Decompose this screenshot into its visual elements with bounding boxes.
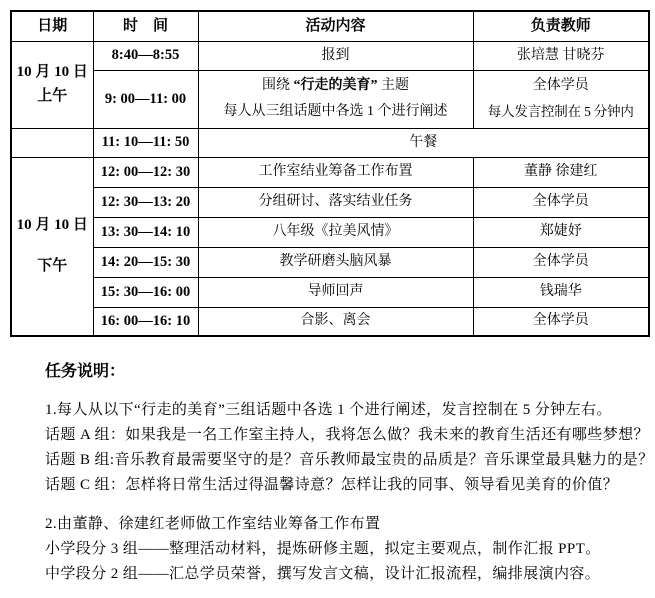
date-cell-afternoon [11, 157, 93, 336]
table-row [11, 217, 649, 247]
time-cell: 16: 00—16: 10 [93, 307, 198, 336]
notes-line: 1.每人从以下“行走的美育”三组话题中各选 1 个进行阐述，发言控制在 5 分钟左右。 [45, 402, 612, 418]
notes-line-primary-group: 小学段分 3 组——整理活动材料，提炼研修主题，拟定主要观点，制作汇报 PPT。 [45, 541, 601, 557]
notes-paragraph-2 [45, 512, 645, 587]
activity-line-1 [201, 73, 471, 99]
activity-cell: 报到 [198, 41, 473, 70]
activity-text: 主题 [377, 78, 409, 93]
teacher-cell: 郑婕妤 [473, 217, 649, 247]
col-header-teacher: 负责教师 [473, 11, 649, 41]
date-line-1: 10 月 10 日 [16, 64, 88, 80]
activity-cell: 教学研磨头脑风暴 [198, 247, 473, 277]
teacher-cell: 钱瑞华 [473, 277, 649, 307]
table-row [11, 41, 649, 70]
teacher-cell: 全体学员 [473, 187, 649, 217]
teacher-cell: 张培慧 甘晓芬 [473, 41, 649, 70]
activity-cell: 合影、离会 [198, 307, 473, 336]
notes-line: 2.由董静、徐建红老师做工作室结业筹备工作布置 [45, 516, 381, 532]
teacher-cell: 全体学员 [473, 247, 649, 277]
date-line-2: 下午 [37, 258, 68, 275]
notes-heading: 任务说明： [45, 363, 126, 380]
notes-line-topic-b: 话题 B 组:音乐教育最需要坚守的是？音乐教师最宝贵的品质是？音乐课堂最具魅力的是？ [45, 452, 654, 468]
time-cell: 15: 30—16: 00 [93, 277, 198, 307]
activity-text: 围绕 [262, 78, 294, 93]
teacher-cell: 全体学员 [473, 307, 649, 336]
activity-cell: 导师回声 [198, 277, 473, 307]
teacher-cell: 董静 徐建红 [473, 157, 649, 187]
header-row [11, 11, 649, 41]
teacher-cell [473, 70, 649, 128]
activity-line-2: 每人从三组话题中各选 1 个进行阐述 [223, 104, 448, 119]
col-header-time: 时 间 [93, 11, 198, 41]
time-cell: 14: 20—15: 30 [93, 247, 198, 277]
notes-paragraph-1 [45, 398, 654, 498]
activity-cell: 工作室结业筹备工作布置 [198, 157, 473, 187]
time-cell: 13: 30—14: 10 [93, 217, 198, 247]
table-row [11, 277, 649, 307]
table-row [11, 157, 649, 187]
notes-line-topic-a: 话题 A 组：如果我是一名工作室主持人，我将怎么做？我未来的教育生活还有哪些梦想？ [45, 427, 649, 443]
schedule-table [10, 10, 650, 337]
notes-line-topic-c: 话题 C 组：怎样将日常生活过得温馨诗意？怎样让我的同事、领导看见美育的价值？ [45, 477, 619, 493]
teacher-line-1: 全体学员 [532, 78, 589, 93]
notes-line-secondary-group: 中学段分 2 组——汇总学员荣誉，撰写发言文稿，设计汇报流程，编排展演内容。 [45, 566, 601, 582]
time-cell: 8:40—8:55 [93, 41, 198, 70]
activity-cell-lunch: 午餐 [198, 128, 649, 157]
teacher-line-2: 每人发言控制在 5 分钟内 [487, 104, 634, 119]
table-row [11, 187, 649, 217]
table-row [11, 70, 649, 128]
col-header-activity: 活动内容 [198, 11, 473, 41]
document-page [0, 10, 655, 598]
col-header-date: 日期 [11, 11, 93, 41]
table-row-lunch [11, 128, 649, 157]
table-row [11, 307, 649, 336]
date-cell-empty [11, 128, 93, 157]
task-notes-section [45, 363, 654, 587]
time-cell: 12: 00—12: 30 [93, 157, 198, 187]
activity-theme-bold: “行走的美育” [293, 78, 378, 93]
date-line-1: 10 月 10 日 [16, 217, 88, 234]
activity-cell: 分组研讨、落实结业任务 [198, 187, 473, 217]
time-cell: 9: 00—11: 00 [93, 70, 198, 128]
date-line-2: 上午 [37, 88, 68, 104]
date-cell-morning [11, 41, 93, 128]
time-cell: 11: 10—11: 50 [93, 128, 198, 157]
time-cell: 12: 30—13: 20 [93, 187, 198, 217]
activity-cell [198, 70, 473, 128]
table-row [11, 247, 649, 277]
activity-cell: 八年级《拉美风情》 [198, 217, 473, 247]
